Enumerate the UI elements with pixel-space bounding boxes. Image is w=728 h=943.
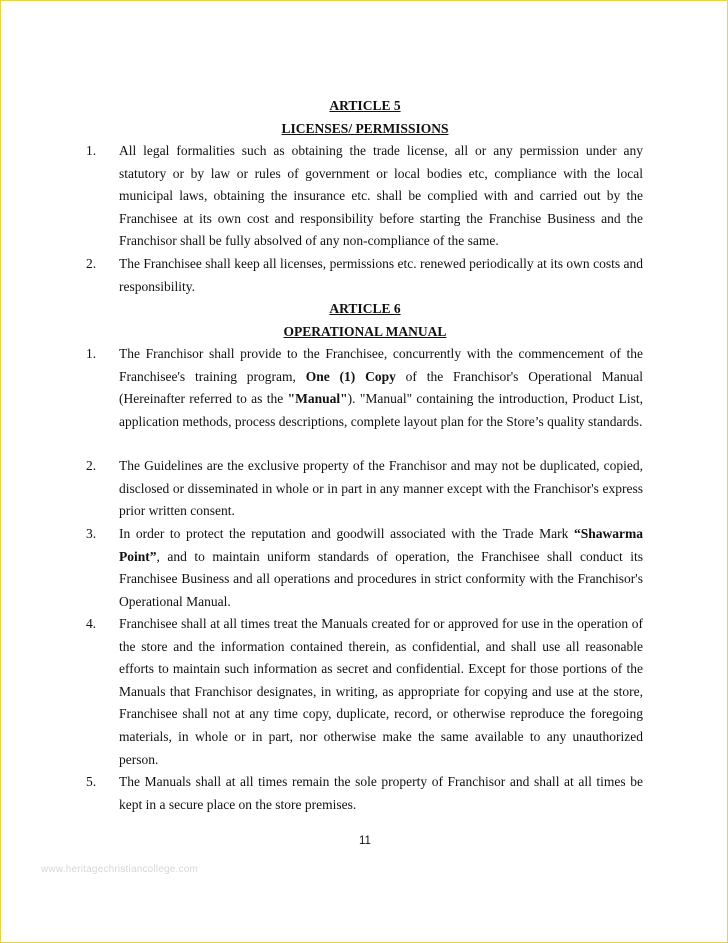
- article-6-title: ARTICLE 6: [329, 301, 401, 316]
- clause-number: 1.: [86, 143, 97, 158]
- clause-text: The Franchisor shall provide to the Franchisee, concurrently with the commencement of the Franchisee's training program, One (1) Copy of the Franchisor's Operational Manual (Hereinafter referred to as the "Manual"). "Manual" containing the introduction, Product List, application methods, process descriptions, complete layout plan for the Store’s quality standards.: [119, 346, 644, 429]
- page-number: 11: [359, 835, 371, 847]
- clause-number: 2.: [86, 256, 97, 271]
- watermark-text: www.heritagechristiancollege.com: [41, 864, 199, 875]
- article-5-title: ARTICLE 5: [329, 98, 401, 113]
- clause-number: 3.: [86, 526, 97, 541]
- clause-text: The Franchisee shall keep all licenses, permissions etc. renewed periodically at its own costs and responsibility.: [119, 256, 643, 294]
- clause-number: 4.: [86, 616, 97, 631]
- clause-number: 5.: [86, 774, 97, 789]
- clause-text: All legal formalities such as obtaining the trade license, all or any permission under any statutory or by law or rules of government or local bodies etc, compliance with the local municipal laws, obtaining the insurance etc. shall be complied with and carried out by the Franchisee at its own cost and responsibility before starting the Franchise Business and the Franchisor shall be fully absolved of any non-compliance of the same.: [119, 143, 643, 249]
- article-5-subtitle: LICENSES/ PERMISSIONS: [281, 121, 449, 136]
- clause-text: Franchisee shall at all times treat the Manuals created for or approved for use in the operation of the store and the information contained therein, as confidential, and shall use all reasonable efforts to maintain such information as secret and confidential. Except for those portions of the Manuals that Franchisor designates, in writing, as appropriate for copying and use at the store, Franchisee shall not at any time copy, duplicate, record, or otherwise reproduce the foregoing materials, in whole or in part, nor otherwise make the same available to any unauthorized person.: [119, 616, 643, 767]
- clause-number: 1.: [86, 346, 97, 361]
- article-6-subtitle: OPERATIONAL MANUAL: [283, 324, 447, 339]
- clause-number: 2.: [86, 458, 97, 473]
- clause-text: The Guidelines are the exclusive property of the Franchisor and may not be duplicated, copied, disclosed or disseminated in whole or in part in any manner except with the Franchisor's express prior written consent.: [119, 458, 643, 519]
- clause-text: In order to protect the reputation and goodwill associated with the Trade Mark “Shawarma Point”, and to maintain uniform standards of operation, the Franchisee shall conduct its Franchisee Business and all operations and procedures in strict conformity with the Franchisor's Operational Manual.: [119, 526, 643, 609]
- clause-text: The Manuals shall at all times remain the sole property of Franchisor and shall at all times be kept in a secure place on the store premises.: [119, 774, 643, 812]
